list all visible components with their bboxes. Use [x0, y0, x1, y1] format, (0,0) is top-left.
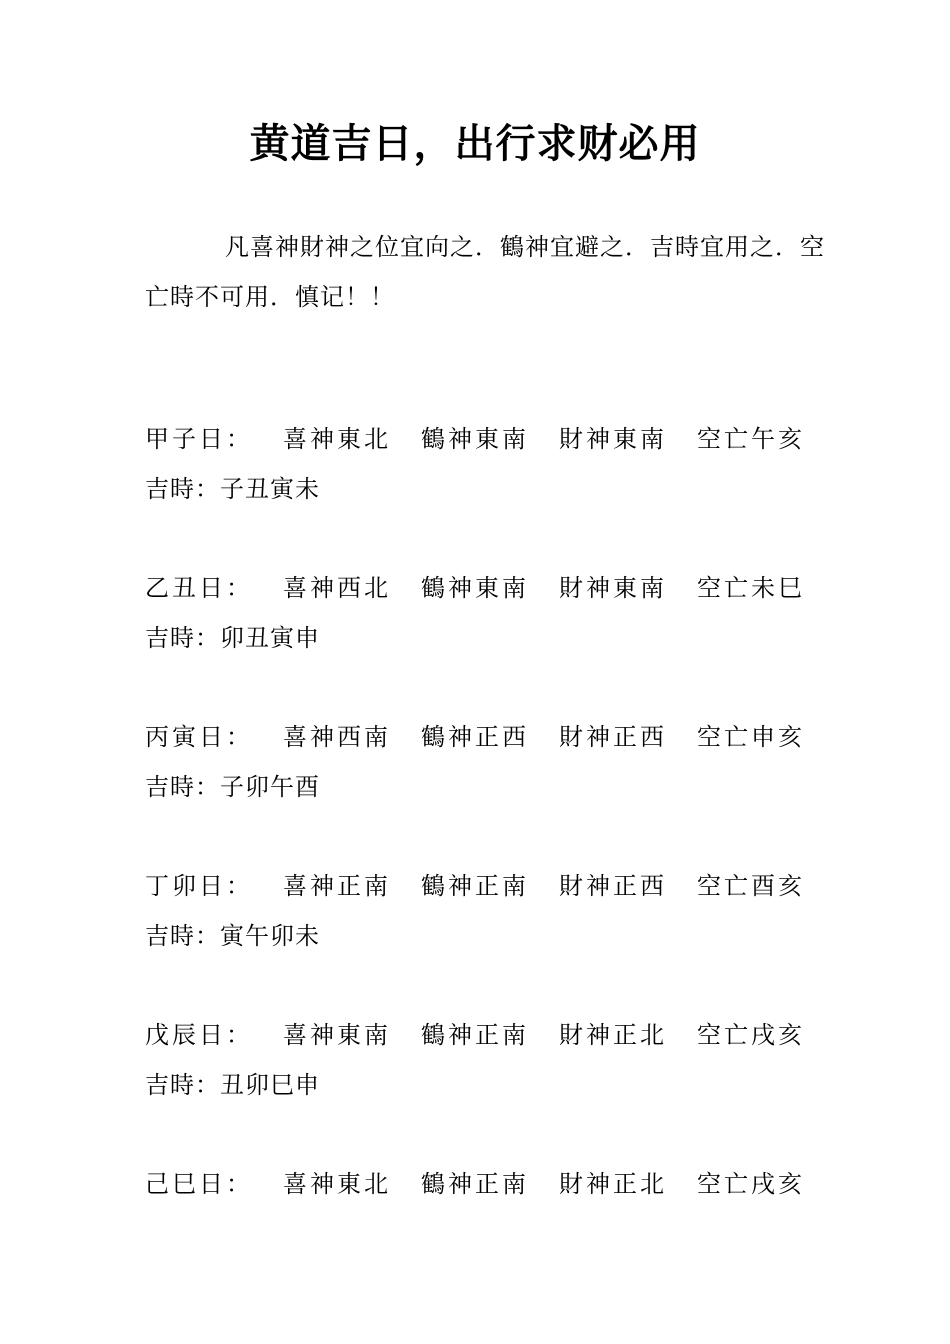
he-shen-direction: 鶴神東南: [421, 425, 529, 453]
lucky-hours: 吉時：寅午卯未: [145, 922, 320, 950]
day-info-line: [145, 414, 845, 464]
kong-wang: 空亡戌亥: [697, 1021, 805, 1049]
day-info-line: [145, 861, 845, 911]
he-shen-direction: 鶴神東南: [421, 574, 529, 602]
day-entry: [145, 563, 845, 712]
cai-shen-direction: 財神正北: [559, 1021, 667, 1049]
cai-shen-direction: 財神正西: [559, 872, 667, 900]
he-shen-direction: 鶴神正西: [421, 723, 529, 751]
kong-wang: 空亡申亥: [697, 723, 805, 751]
cai-shen-direction: 財神東南: [559, 574, 667, 602]
page-title: 黄道吉日，出行求财必用: [249, 120, 701, 167]
day-label: 甲子日：: [145, 425, 253, 453]
day-info-line: [145, 1010, 845, 1060]
kong-wang: 空亡未巳: [697, 574, 805, 602]
kong-wang: 空亡午亥: [697, 425, 805, 453]
lucky-hours: 吉時：丑卯巳申: [145, 1071, 320, 1099]
day-entry: [145, 1159, 845, 1308]
day-label: 丙寅日：: [145, 723, 253, 751]
lucky-hours: 吉時：子卯午酉: [145, 773, 320, 801]
day-info-line: [145, 712, 845, 762]
day-info-line: [145, 1159, 845, 1209]
day-label: 戊辰日：: [145, 1021, 253, 1049]
cai-shen-direction: 財神正西: [559, 723, 667, 751]
day-info-line: [145, 563, 845, 613]
kong-wang: 空亡戌亥: [697, 1170, 805, 1198]
xi-shen-direction: 喜神正南: [283, 872, 391, 900]
day-entry: [145, 1010, 845, 1159]
he-shen-direction: 鶴神正南: [421, 1170, 529, 1198]
day-entries-list: [145, 414, 845, 1308]
xi-shen-direction: 喜神東南: [283, 1021, 391, 1049]
cai-shen-direction: 財神東南: [559, 425, 667, 453]
xi-shen-direction: 喜神西南: [283, 723, 391, 751]
xi-shen-direction: 喜神西北: [283, 574, 391, 602]
day-label: 丁卯日：: [145, 872, 253, 900]
he-shen-direction: 鶴神正南: [421, 872, 529, 900]
day-label: 己巳日：: [145, 1170, 253, 1198]
day-entry: [145, 861, 845, 1010]
xi-shen-direction: 喜神東北: [283, 1170, 391, 1198]
xi-shen-direction: 喜神東北: [283, 425, 391, 453]
day-entry: [145, 414, 845, 563]
he-shen-direction: 鶴神正南: [421, 1021, 529, 1049]
intro-paragraph: 凡喜神財神之位宜向之．鶴神宜避之．吉時宜用之．空亡時不可用．慎记！！: [145, 233, 825, 311]
cai-shen-direction: 財神正北: [559, 1170, 667, 1198]
day-label: 乙丑日：: [145, 574, 253, 602]
lucky-hours: 吉時：卯丑寅申: [145, 624, 320, 652]
day-entry: [145, 712, 845, 861]
kong-wang: 空亡酉亥: [697, 872, 805, 900]
lucky-hours: 吉時：子丑寅未: [145, 475, 320, 503]
